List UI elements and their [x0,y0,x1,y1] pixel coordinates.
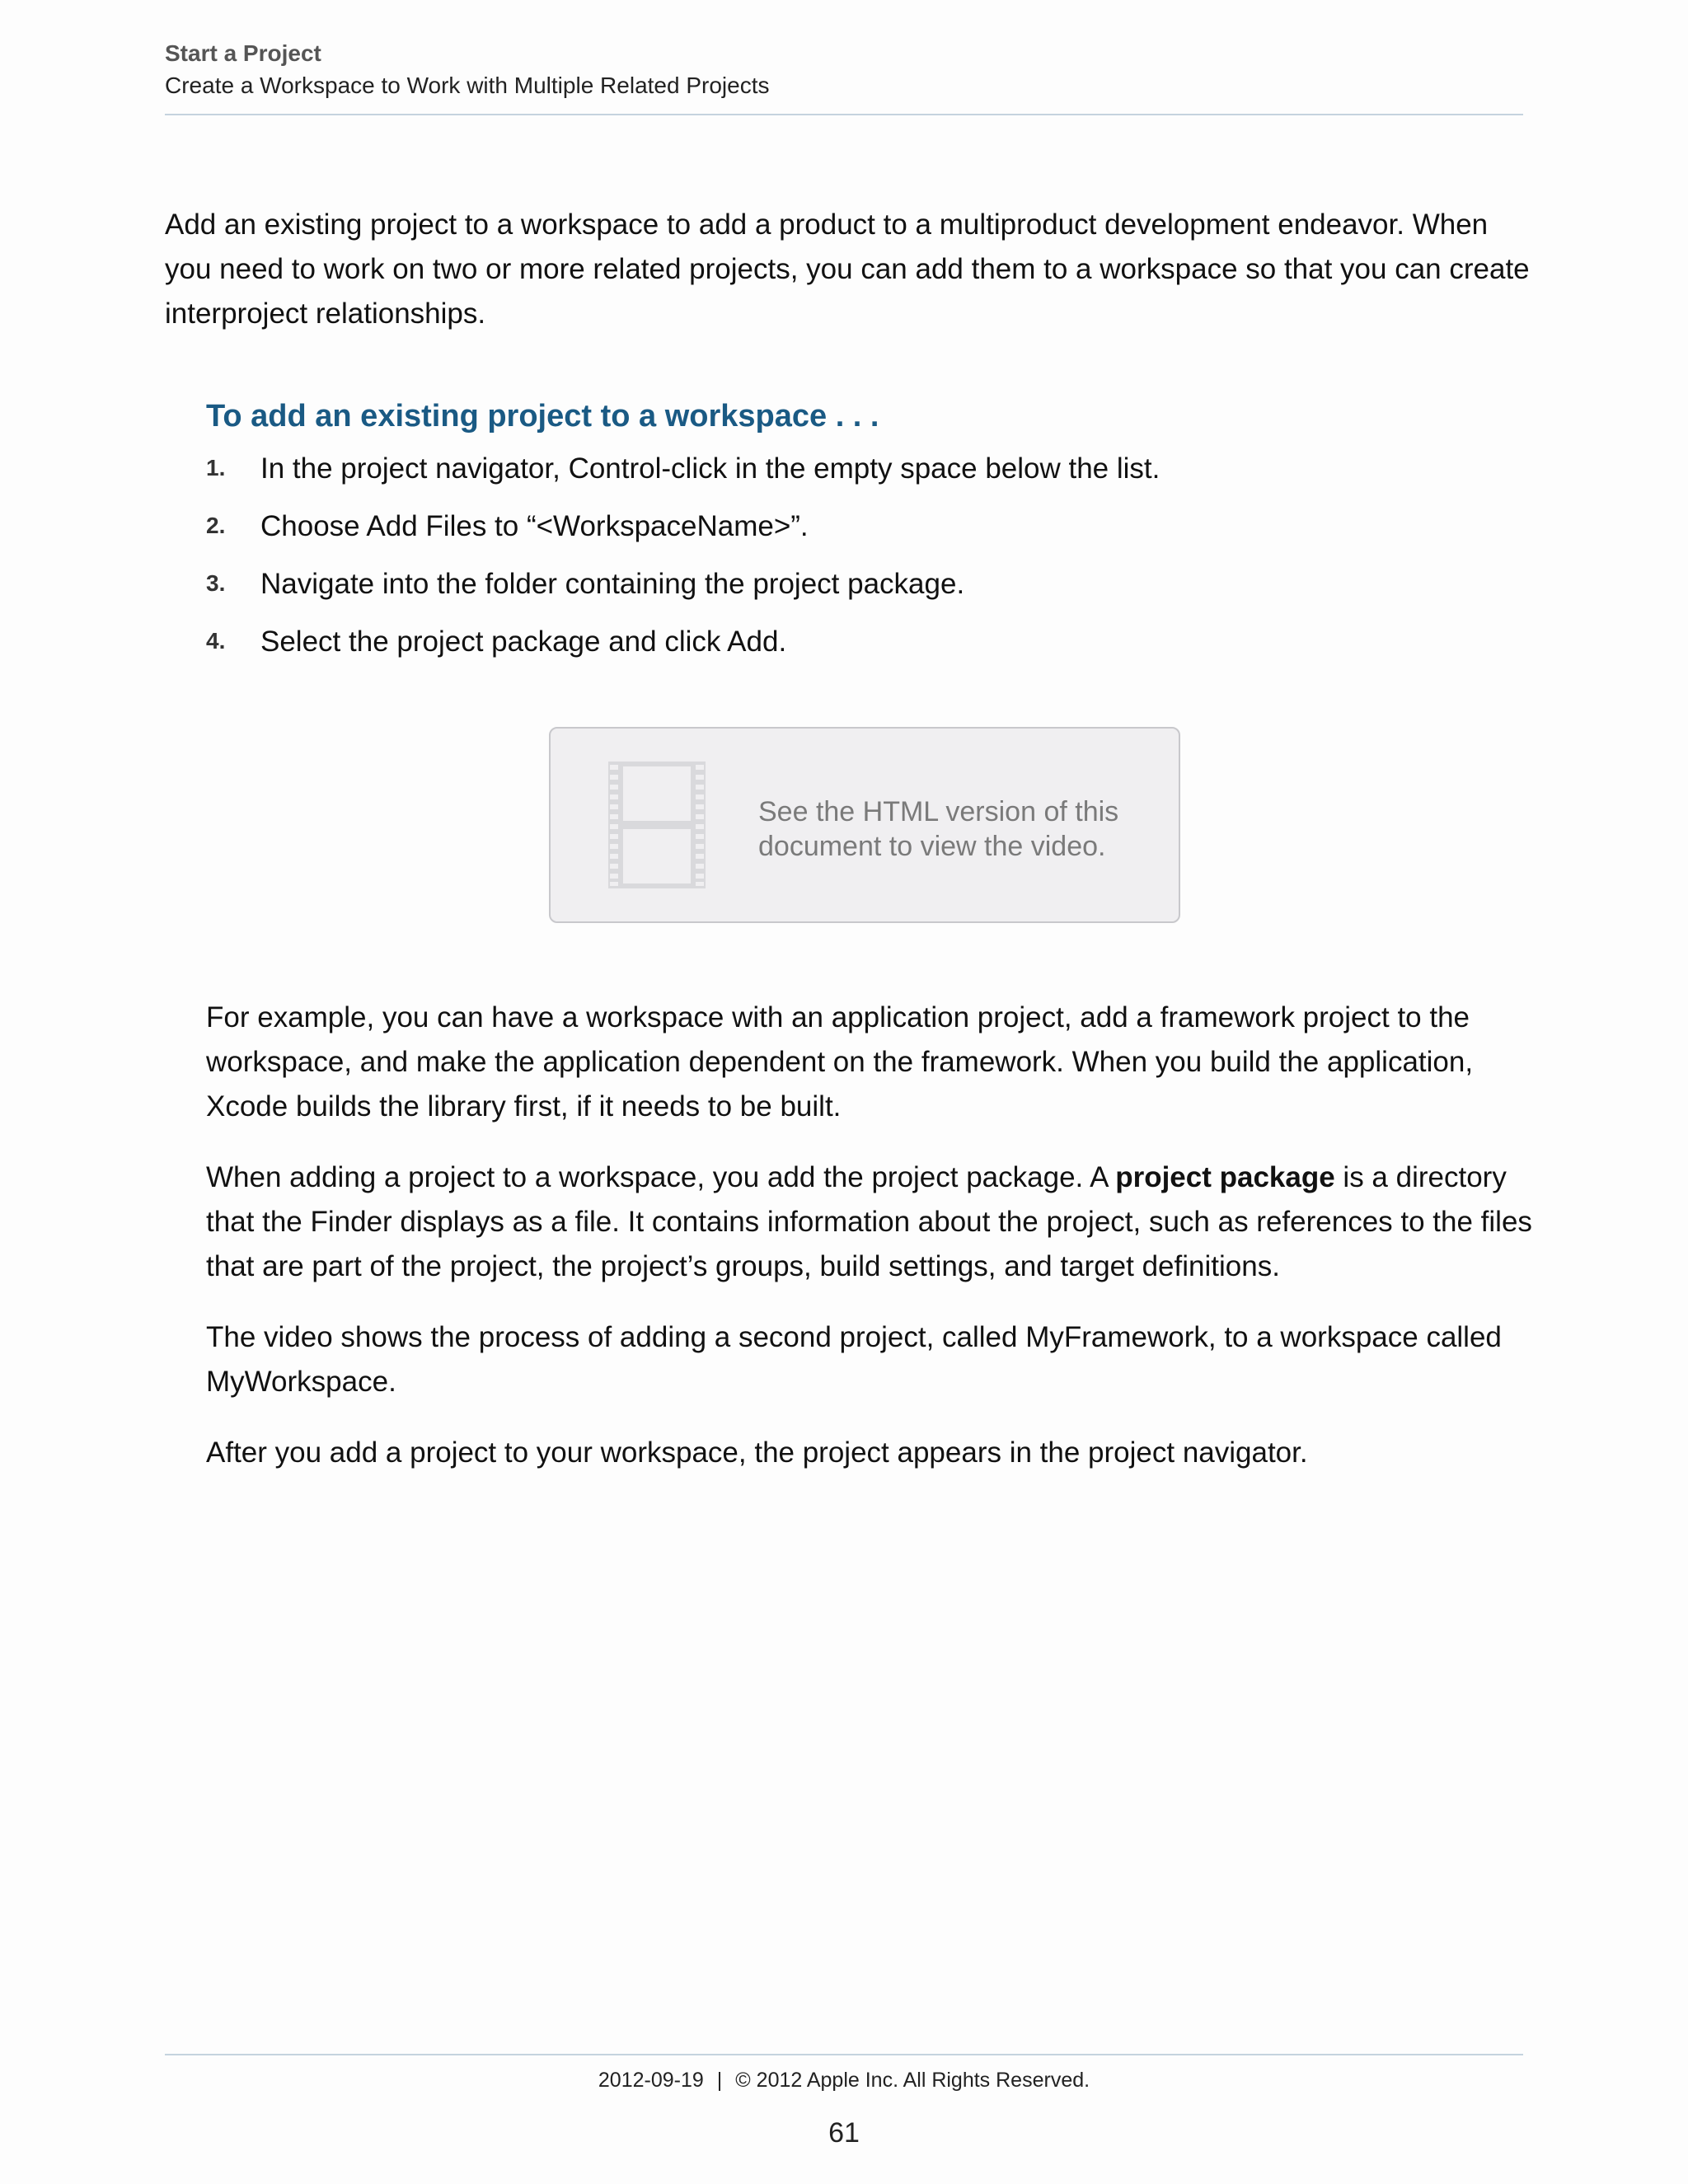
term-project-package: project package [1115,1161,1335,1193]
footer-copyright: © 2012 Apple Inc. All Rights Reserved. [735,2069,1090,2092]
example-paragraph: For example, you can have a workspace with an application project, add a framework project to the workspace, and make the application dependent on the framework. When you build the application, Xcode builds the library first, if it needs to be built. [206,1001,1474,1122]
project-package-paragraph [206,1155,1533,1289]
step-item [206,503,1525,560]
page-number: 61 [828,2117,860,2149]
paragraph-text: When adding a project to a workspace, you add the project package. A [206,1161,1116,1193]
step-number: 1. [206,455,226,480]
task-heading: To add an existing project to a workspace . . . [206,399,879,434]
page-footer [0,2065,1688,2095]
film-strip-icon [608,762,706,888]
video-description-paragraph: The video shows the process of adding a second project, called MyFramework, to a workspace called MyWorkspace. [206,1321,1502,1398]
chapter-title: Start a Project [165,40,321,66]
video-message: See the HTML version of this document to view the video. [758,796,1119,862]
after-add-paragraph: After you add a project to your workspace, the project appears in the project navigator. [206,1436,1308,1469]
footer-divider [165,2054,1523,2055]
step-text: Choose Add Files to “<WorkspaceName>”. [260,510,809,542]
step-number: 2. [206,513,226,538]
step-number: 4. [206,628,226,654]
step-item [206,445,1525,503]
video-placeholder [549,727,1180,923]
footer-separator: | [716,2069,723,2092]
footer-date: 2012-09-19 [598,2069,704,2092]
step-text: Select the project package and click Add. [260,626,787,658]
step-item [206,560,1525,618]
steps-list [206,445,1525,676]
step-item [206,618,1525,676]
intro-paragraph: Add an existing project to a workspace to add a product to a multiproduct development endeavor. When you need to work on two or more related projects, you can add them to a workspace so that you can create interproject relationships. [165,209,1530,330]
page-header [165,38,1523,115]
step-text: In the project navigator, Control-click in the empty space below the list. [260,452,1160,485]
paragraph-text: is a directory that the Finder displays as a file. It contains information about the project, such as references to the files that are part of the project, the project’s groups, build settings, and target definitions. [206,1161,1532,1282]
section-title: Create a Workspace to Work with Multiple Related Projects [165,73,770,98]
step-number: 3. [206,570,226,596]
step-text: Navigate into the folder containing the project package. [260,568,965,600]
